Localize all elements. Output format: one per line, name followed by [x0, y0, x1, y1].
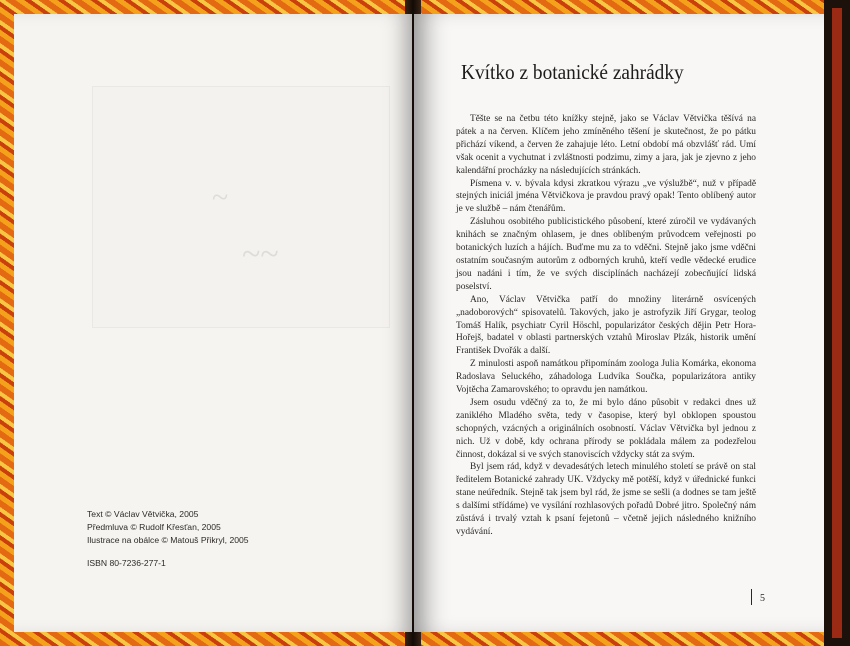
- imprint-line: Ilustrace na obálce © Matouš Přikryl, 2005: [87, 535, 249, 545]
- page-number: 5: [760, 593, 765, 604]
- paragraph: Zásluhou osobitého publicistického působení, které zúročil ve vydávaných knihách se značným ohlasem, je dnes oblíbeným průvodcem veřejnosti po botanických luzích a hájích. Buďme mu za to vděčni. Stejně jako jsme vděčni ostatním současným autorům z odborných kruhů, kteří vedle vědecké erudice jsou nadáni i tím, že ve svých disciplínách nacházejí zobecňující lidská poselství.: [456, 217, 756, 292]
- body-text: [456, 113, 756, 539]
- paragraph: Jsem osudu vděčný za to, že mi bylo dáno působit v redakci dnes už zaniklého Mladého světa, tedy v časopise, který byl obklopen spoustou schopných, vzácných a originálních osobností. Václav Větvička byl jednou z nich. Už v době, kdy ochrana přírody se pokládala málem za podezřelou činnost, dokázal si ve svých stanoviscích vždycky stát za svým.: [456, 397, 756, 460]
- chapter-title: Kvítko z botanické zahrádky: [461, 60, 684, 84]
- paragraph: Těšte se na četbu této knížky stejně, jako se Václav Větvička těšívá na pátek a na červen. Klíčem jeho zmíněného těšení je skutečnost, že po pátku přichází víkend, a červen že zahajuje léto. Letní období má obzvlášť rád. Umí však ocenit a vychutnat i zvláštnosti podzimu, zimy a jara, jak je zjevno z jeho kalendářní procházky na následujících stránkách.: [456, 114, 756, 176]
- imprint-block: [87, 508, 249, 547]
- imprint-line: Předmluva © Rudolf Křesťan, 2005: [87, 522, 221, 532]
- paragraph: Písmena v. v. bývala kdysi zkratkou výrazu „ve výslužbě“, nuž v případě stejných iniciál jména Větvičkova je pravdou pravý opak! Tento oblíbený autor je ve službě – nám čtenářům.: [456, 178, 756, 215]
- paragraph: Z minulosti aspoň namátkou připomínám zoologa Julia Komárka, ekonoma Radoslava Seluckého, záhadologa Ludvíka Součka, popularizátora antiky Vojtěcha Zamarovského; to opravdu jen namátkou.: [456, 359, 756, 396]
- isbn: ISBN 80-7236-277-1: [87, 558, 166, 568]
- imprint-line: Text © Václav Větvička, 2005: [87, 509, 199, 519]
- paragraph: Byl jsem rád, když v devadesátých letech minulého století se právě on stal ředitelem Botanické zahrady UK. Vždycky mě potěší, když v úřednické funkci stane neúředník. Stejně tak jsem byl rád, že jsme se sešli (a dodnes se tam ještě s dalšími střídáme) ve vysílání rozhlasových pořadů Dobré jitro. Společný nám zůstává i trvalý vztah k psaní fejetonů – včetně jejich následného knižního vydávání.: [456, 462, 756, 537]
- page-number-rule: [751, 589, 752, 605]
- show-through-cover-image: ~ ~~: [92, 86, 388, 326]
- cover-right-edge: [824, 0, 850, 646]
- paragraph: Ano, Václav Větvička patří do množiny literárně osvícených „nadoborových“ spisovatelů. Takových, jako je astrofyzik Jiří Grygar, teolog Tomáš Halík, psychiatr Cyril Höschl, popularizátor českých dějin Petr Hora-Hořejš, badatel v oblasti partnerských vztahů Miroslav Plzák, historik umění František Dvořák a další.: [456, 294, 756, 357]
